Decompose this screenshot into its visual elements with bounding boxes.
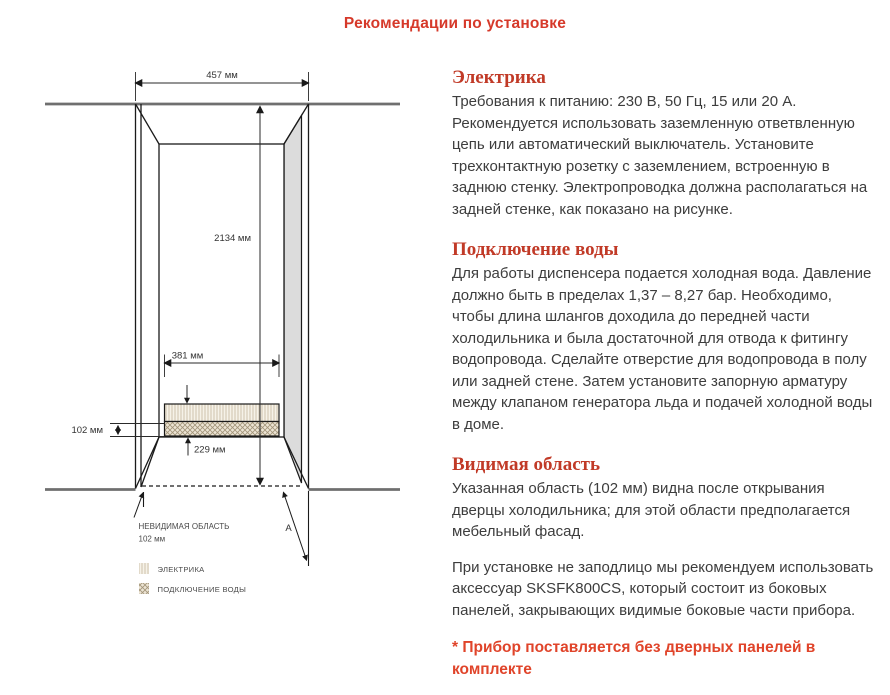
niche-diagram	[0, 0, 450, 665]
section-text-visible-area-2: При установке не заподлицо мы рекомендуем использовать аксессуар SKSFK800CS, который состоит из боковых панелей, закрывающих видимые боковые части прибора.	[452, 558, 874, 619]
section-text-visible-area-1: Указанная область (102 мм) видна после открывания дверцы холодильника; для этой области предполагается мебельный фасад.	[452, 480, 851, 540]
dim-back-width-label: 381 мм	[171, 350, 204, 362]
legend-water-label: ПОДКЛЮЧЕНИЕ ВОДЫ	[157, 585, 247, 594]
footnote: * Прибор поставляется без дверных панелей в комплекте	[452, 639, 816, 678]
water-connection-area	[165, 422, 280, 437]
page-title: Рекомендации по установке	[343, 15, 567, 32]
section-text-electrical: Требования к питанию: 230 В, 50 Гц, 15 или 20 А. Рекомендуется использовать заземленную ответвленную цепь или автоматический выключатель. Установите трехконтактную розетку с заземлением, встроенную в заднюю стенку. Электропроводка должна располагаться на задней стенке, как показано на рисунке.	[452, 93, 868, 218]
dim-height-label: 2134 мм	[214, 233, 251, 244]
back-wall	[159, 144, 284, 437]
legend-electrical-label: ЭЛЕКТРИКА	[157, 565, 205, 574]
legend-electrical-swatch	[139, 563, 149, 574]
marker-a-label: A	[285, 523, 292, 534]
invisible-area-label: НЕВИДИМАЯ ОБЛАСТЬ 102 мм	[138, 522, 230, 544]
section-heading-visible-area: Видимая область	[452, 454, 601, 475]
section-heading-water: Подключение воды	[452, 239, 619, 260]
dim-visible	[110, 424, 165, 437]
dim-visible-label: 102 мм	[71, 425, 103, 436]
dim-width-label: 457 мм	[206, 70, 238, 81]
text-column	[452, 66, 876, 695]
electrical-area	[165, 404, 280, 422]
legend-water-swatch	[139, 583, 149, 594]
section-heading-electrical: Электрика	[452, 67, 546, 88]
section-text-water: Для работы диспенсера подается холодная вода. Давление должно быть в пределах 1,37 – 8,27 бар. Необходимо, чтобы длина шлангов доходила до передней части холодильника и была достаточной для отвода к фитингу водопровода. Сделайте отверстие для водопровода в полу или задней стене. Затем установите запорную арматуру между клапаном генератора льда и подачей холодной воды в доме.	[452, 265, 873, 433]
dim-bottom-label: 229 мм	[194, 444, 226, 456]
niche-diagram-svg	[0, 0, 450, 665]
invisible-area-leader-arrow	[134, 493, 143, 518]
diagram-legend	[139, 563, 246, 594]
side-wall-face	[284, 115, 302, 483]
